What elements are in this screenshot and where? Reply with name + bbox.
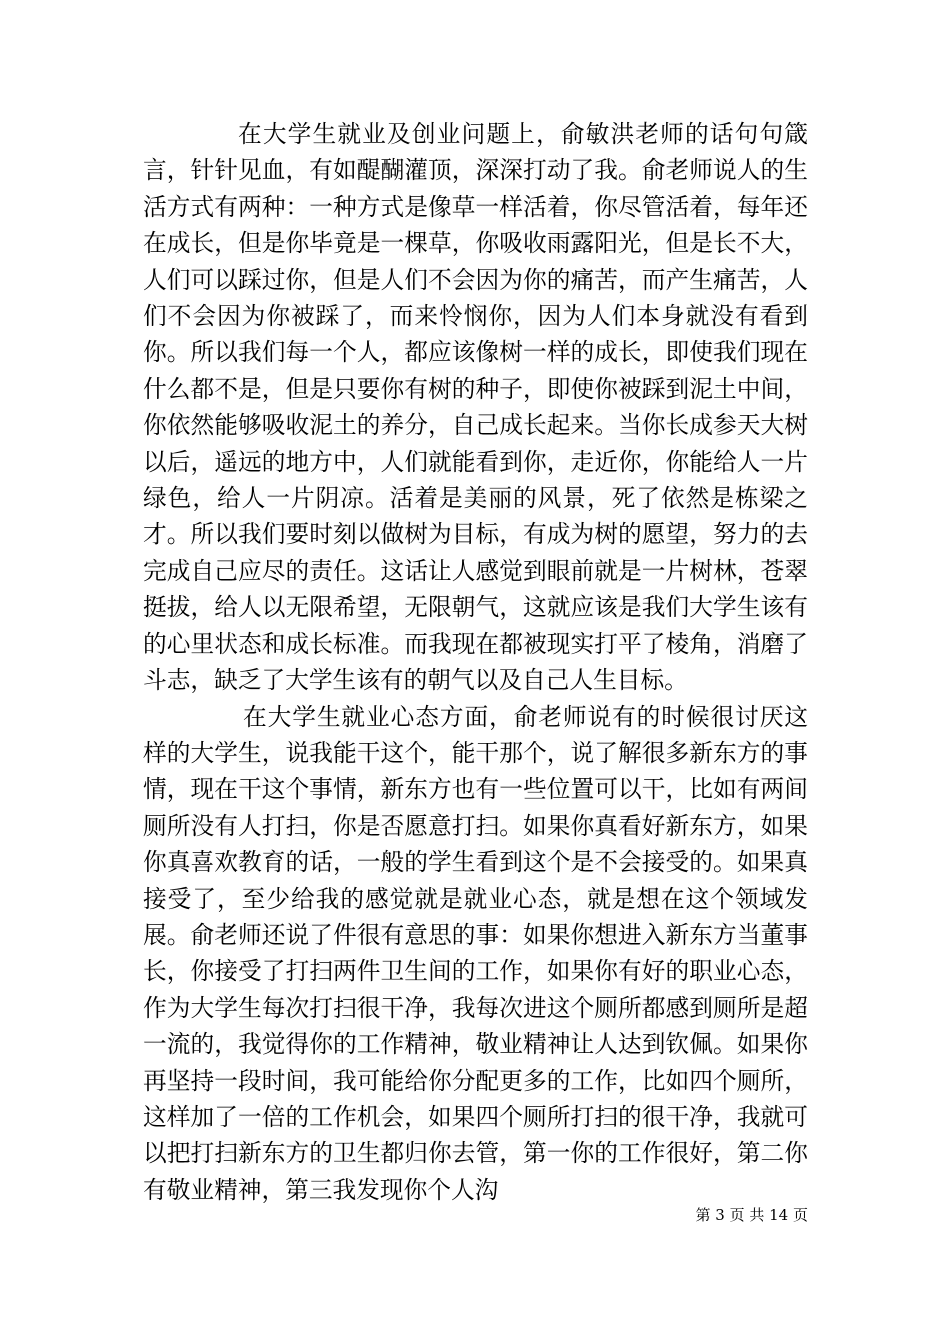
page-number-footer: 第 3 页 共 14 页 [695,1206,808,1224]
paragraph-employment-attitude: 在大学生就业心态方面，俞老师说有的时候很讨厌这样的大学生，说我能干这个，能干那个，说了解很多新东方的事情，现在干这个事情，新东方也有一些位置可以干，比如有两间厕所没有人打扫，你是否愿意打扫。如果你真看好新东方，如果你真喜欢教育的话，一般的学生看到这个是不会接受的。如果真接受了，至少给我的感觉就是就业心态，就是想在这个领域发展。俞老师还说了件很有意思的事：如果你想进入新东方当董事长，你接受了打扫两件卫生间的工作，如果你有好的职业心态，作为大学生每次打扫很干净，我每次进这个厕所都感到厕所是超一流的，我觉得你的工作精神，敬业精神让人达到钦佩。如果你再坚持一段时间，我可能给你分配更多的工作，比如四个厕所，这样加了一倍的工作机会，如果四个厕所打扫的很干净，我就可以把打扫新东方的卫生都归你去管，第一你的工作很好，第二你有敬业精神，第三我发现你个人沟 [143,702,808,1204]
paragraph-entrepreneurship: 在大学生就业及创业问题上，俞敏洪老师的话句句箴言，针针见血，有如醍醐灌顶，深深打动了我。俞老师说人的生活方式有两种：一种方式是像草一样活着，你尽管活着，每年还在成长，但是你毕竟是一棵草，你吸收雨露阳光，但是长不大，人们可以踩过你，但是人们不会因为你的痛苦，而产生痛苦，人们不会因为你被踩了，而来怜悯你，因为人们本身就没有看到你。所以我们每一个人，都应该像树一样的成长，即使我们现在什么都不是，但是只要你有树的种子，即使你被踩到泥土中间，你依然能够吸收泥土的养分，自己成长起来。当你长成参天大树以后，遥远的地方中，人们就能看到你，走近你，你能给人一片绿色，给人一片阴凉。活着是美丽的风景，死了依然是栋梁之才。所以我们要时刻以做树为目标，有成为树的愿望，努力的去完成自己应尽的责任。这话让人感觉到眼前就是一片树林，苍翠挺拔，给人以无限希望，无限朝气，这就应该是我们大学生该有的心里状态和成长标准。而我现在都被现实打平了棱角，消磨了斗志，缺乏了大学生该有的朝气以及自己人生目标。 [143,120,808,695]
document-body [143,116,808,1208]
